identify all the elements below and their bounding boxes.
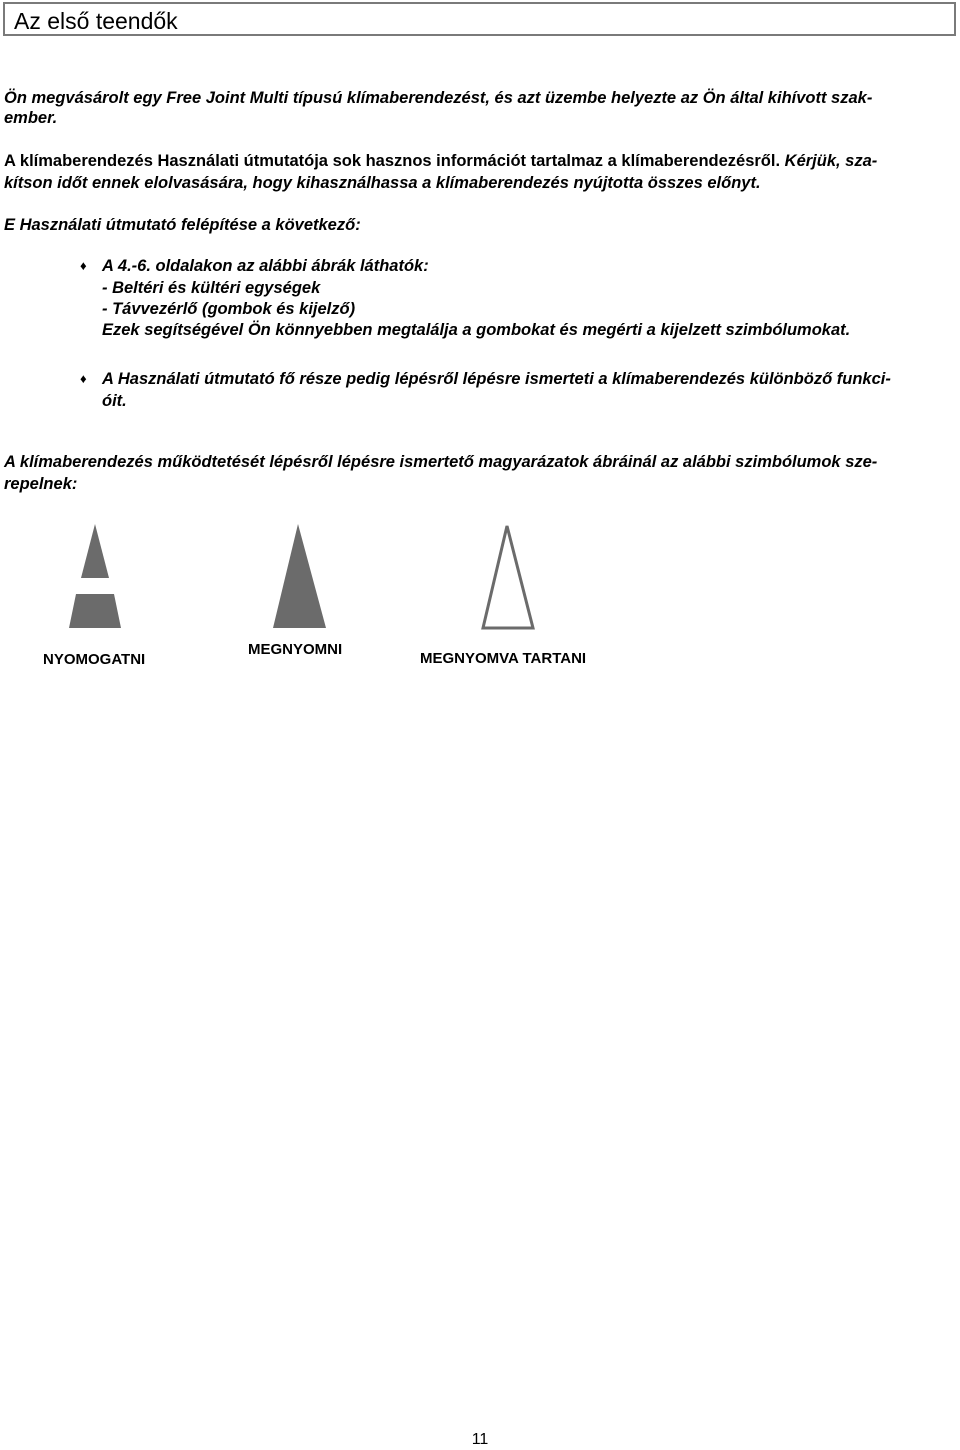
info-paragraph-line: kítson időt ennek elolvasására, hogy kihasználhassa a klímaberendezés nyújtotta összes előnyt. (4, 174, 761, 192)
bullet-text-line: A 4.-6. oldalakon az alábbi ábrák láthatók: (102, 257, 429, 275)
info-paragraph-line (4, 150, 877, 172)
bullet-text-line: Ezek segítségével Ön könnyebben megtalálja a gombokat és megérti a kijelzett szimbólumokat. (102, 321, 851, 339)
symbol-label-megnyomva-tartani: MEGNYOMVA TARTANI (420, 650, 587, 667)
symbols-intro-line: repelnek: (4, 475, 78, 493)
info-paragraph-text: A klímaberendezés Használati útmutatója sok hasznos információt tartalmaz a klímaberendezésről. (4, 152, 781, 170)
intro-paragraph-line: ember. (4, 109, 58, 127)
page-title-box (3, 2, 956, 36)
bullet-dash-item: - Beltéri és kültéri egységek (102, 279, 321, 297)
structure-heading: E Használati útmutató felépítése a következő: (4, 216, 361, 234)
bullet-dash-item: - Távvezérlő (gombok és kijelző) (102, 300, 356, 318)
symbol-label-nyomogatni: NYOMOGATNI (43, 651, 146, 668)
symbols-intro-line: A klímaberendezés működtetését lépésről lépésre ismertető magyarázatok ábráinál az alábbi szimbólumok sze- (4, 453, 878, 471)
page-title: Az első teendők (14, 8, 178, 34)
bullet-text-line: A Használati útmutató fő része pedig lépésről lépésre ismerteti a klímaberendezés különböző funkci- (102, 370, 891, 388)
page-number: 11 (471, 1431, 489, 1448)
info-paragraph-request: Kérjük, sza- (780, 152, 878, 170)
bullet-diamond-icon: ♦ (80, 258, 87, 273)
intro-paragraph-line: Ön megvásárolt egy Free Joint Multi típusú klímaberendezést, és azt üzembe helyezte az Ön által kihívott szak- (4, 89, 873, 107)
outline-triangle-icon (0, 0, 1, 1)
bullet-text-line: óit. (102, 392, 127, 410)
symbol-label-megnyomni: MEGNYOMNI (248, 641, 343, 658)
bullet-diamond-icon: ♦ (80, 371, 87, 386)
